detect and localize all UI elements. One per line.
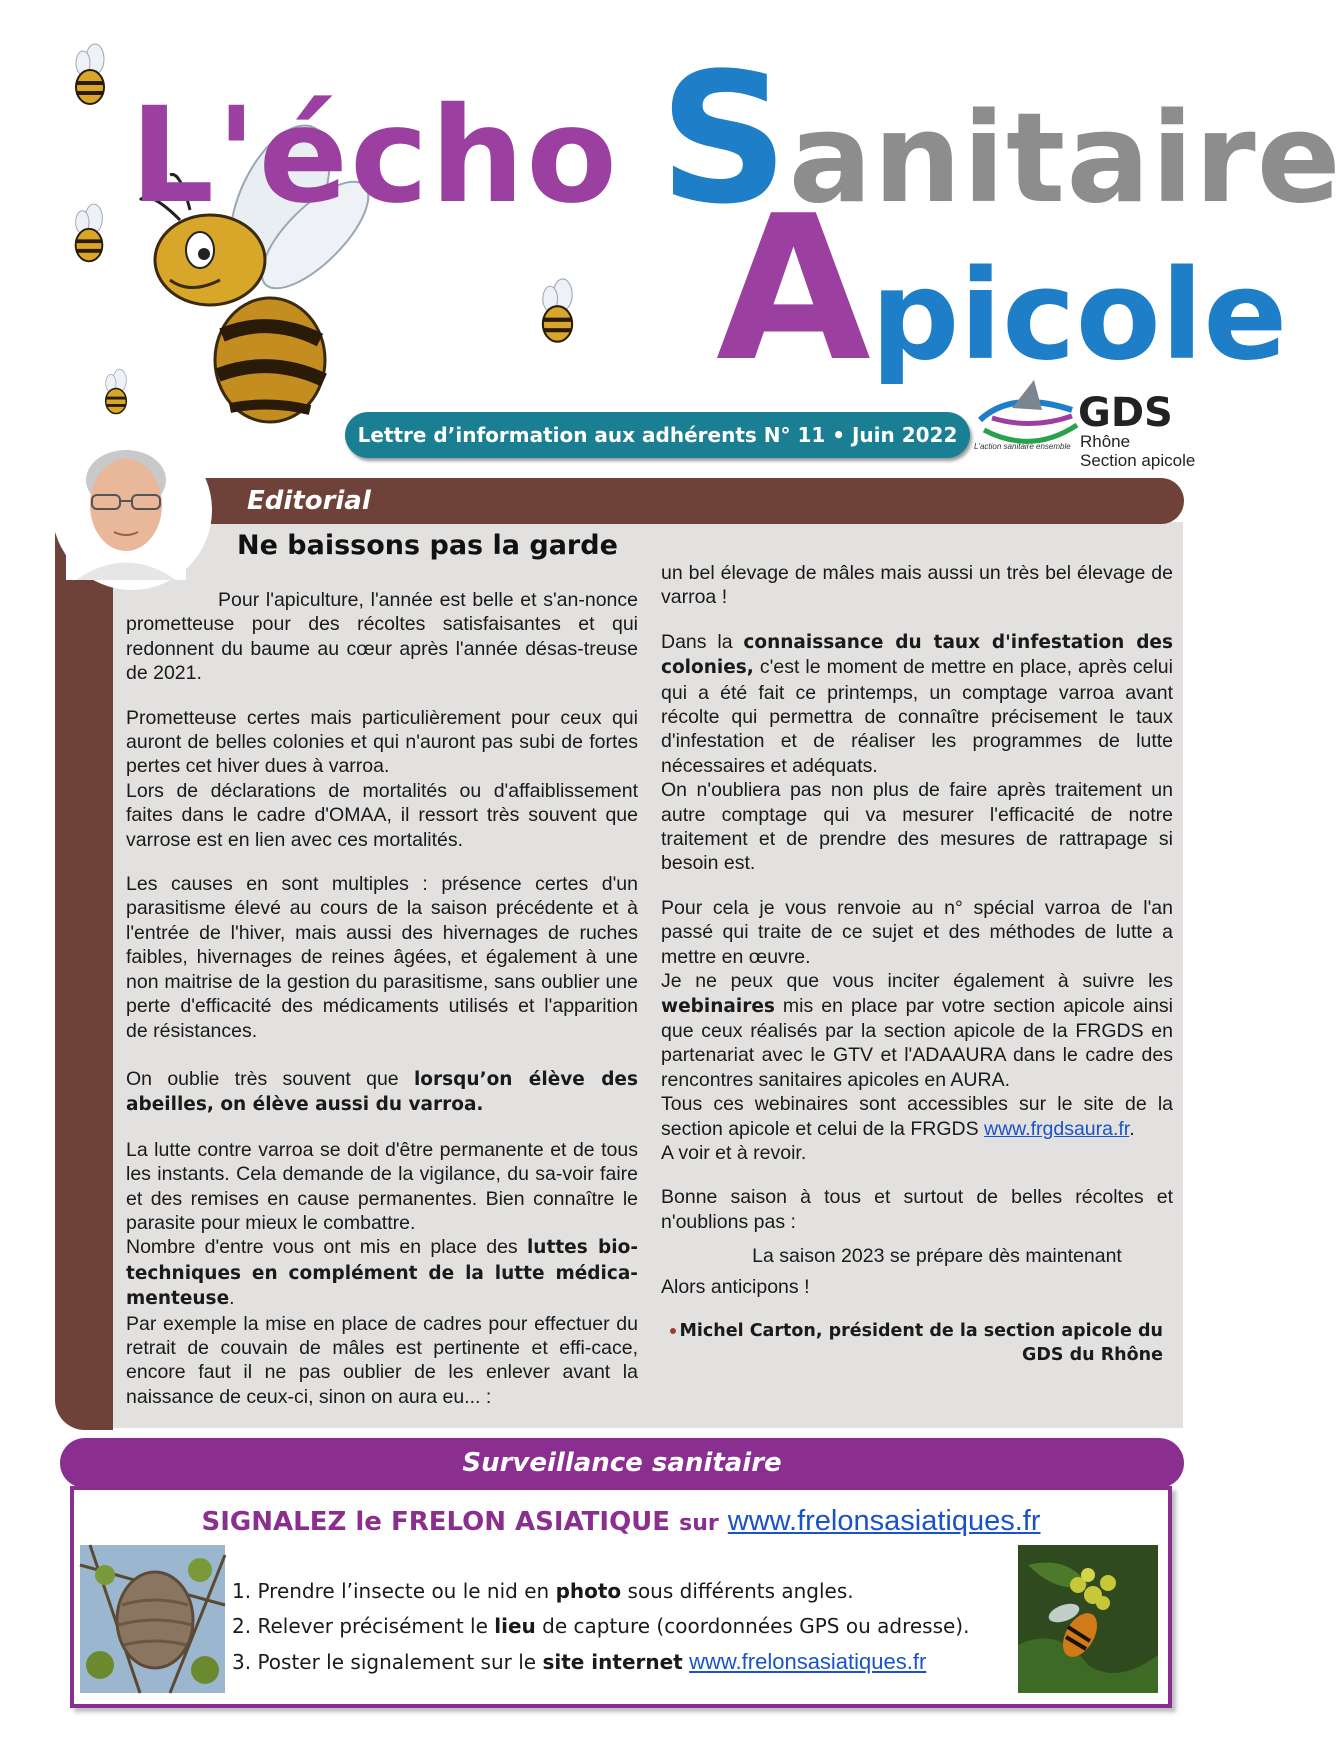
hornet-nest-photo	[80, 1545, 225, 1693]
asian-hornet-photo	[1018, 1545, 1158, 1693]
title-echo: L'écho	[130, 79, 619, 233]
title-anitaire: anitaire	[788, 87, 1342, 231]
paragraph: Je ne peux que vous inciter également à suivre les webinaires mis en place par votre section apicole ainsi que ceux réalisés par la section apicole de la FRGDS en partenariat avec le GTV et l'ADAAURA dans le cadre des rencontres sanitaires apicoles en AURA.	[661, 970, 1173, 1091]
bee-small-icon	[95, 370, 137, 418]
editorial-column-left	[126, 588, 638, 1409]
frelons-link[interactable]: www.frelonsasiatiques.fr	[727, 1505, 1041, 1537]
frelons-link-step[interactable]: www.frelonsasiatiques.fr	[689, 1649, 927, 1674]
paragraph: Lors de déclarations de mortalités ou d'affaiblissement faites dans le cadre d'OMAA, il ressort très souvent que varrose est en lien avec ces mortalités.	[126, 779, 638, 851]
surveillance-label: Surveillance sanitaire	[462, 1448, 782, 1478]
frgdsaura-link[interactable]: www.frgdsaura.fr	[984, 1117, 1130, 1140]
gds-logo-tagline: L'action sanitaire ensemble	[974, 442, 1071, 451]
editorial-label: Editorial	[247, 486, 371, 516]
list-item: 2. Relever précisément le lieu de capture (coordonnées GPS ou adresse).	[232, 1614, 970, 1638]
paragraph: La saison 2023 se prépare dès maintenant	[752, 1245, 1122, 1268]
masthead	[0, 0, 1342, 470]
list-item: 1. Prendre l’insecte ou le nid en photo sous différents angles.	[232, 1579, 854, 1603]
title-A: A	[716, 173, 871, 406]
paragraph: Par exemple la mise en place de cadres pour effectuer du retrait de couvain de mâles est pertinente et effi-cace, encore faut il ne pas oublier de les enlever avant la naissance de ceux-ci, sinon on aura eu... :	[126, 1312, 638, 1408]
masthead-title-line2	[716, 173, 1288, 406]
editorial-left-band	[55, 505, 113, 1430]
paragraph: Pour cela je vous renvoie au n° spécial varroa de l'an passé qui traite de ce sujet et des méthodes de lutte a mettre en œuvre.	[661, 896, 1173, 968]
paragraph: Alors anticipons !	[661, 1275, 810, 1298]
paragraph: Bonne saison à tous et surtout de belles récoltes et n'oublions pas :	[661, 1186, 1173, 1233]
paragraph: On n'oubliera pas non plus de faire après traitement un autre comptage qui va mesurer l'efficacité de notre traitement et de prendre des mesures de rattrapage si besoin est.	[661, 779, 1173, 875]
paragraph: On oublie très souvent que lorsqu’on élève des abeilles, on élève aussi du varroa.	[126, 1067, 638, 1116]
gds-logo-text: GDS	[1078, 390, 1173, 436]
editorial-headline: Ne baissons pas la garde	[237, 530, 618, 561]
paragraph: A voir et à revoir.	[661, 1141, 807, 1164]
author-portrait	[66, 440, 186, 580]
signature-line1: Michel Carton, président de la section apicole du	[661, 1319, 1173, 1343]
paragraph: un bel élevage de mâles mais aussi un très bel élevage de varroa !	[661, 562, 1173, 609]
editorial-column-right	[661, 561, 1173, 1367]
paragraph: Dans la connaissance du taux d'infestation des colonies, c'est le moment de mettre en place, après celui qui a été fait ce printemps, un comptage varroa avant récolte qui permettra de connaître précisement le taux d'infestation et de réaliser les programmes de lutte nécessaires et adéquats.	[661, 630, 1173, 777]
paragraph: Prometteuse certes mais particulièrement pour ceux qui auront de belles colonies et qui n'auront pas subi de fortes pertes cet hiver dues à varroa.	[126, 706, 638, 778]
paragraph: Nombre d'entre vous ont mis en place des luttes bio-techniques en complément de la lutte médica-menteuse.	[126, 1236, 638, 1310]
bee-small-icon	[530, 280, 585, 348]
paragraph: Les causes en sont multiples : présence certes d'un parasitisme élevé au cours de la saison précédente et à l'entrée de l'hiver, mais aussi des hivernages de ruches faibles, hivernages de reines âgées, et également à une non maitrise de la gestion du parasitisme, sans oublier une perte d'efficacité des médicaments utilisés et l'apparition de résistances.	[126, 873, 638, 1042]
issue-banner: Lettre d’information aux adhérents N° 11 • Juin 2022	[345, 412, 970, 458]
signature-line2: GDS du Rhône	[1022, 1344, 1163, 1365]
gds-logo-sub2: Section apicole	[1080, 451, 1196, 470]
paragraph: Tous ces webinaires sont accessibles sur le site de la section apicole et celui de la FRGDS www.frgdsaura.fr.	[661, 1093, 1173, 1140]
bee-small-icon	[65, 205, 113, 267]
hornet-steps-list	[232, 1574, 1012, 1680]
bee-small-icon	[65, 45, 115, 110]
paragraph: La lutte contre varroa se doit d'être permanente et de tous les instants. Cela demande de la vigilance, du sa-voir faire et des remises en cause permanentes. Bien connaître le parasite pour mieux le combattre.	[126, 1138, 638, 1234]
gds-logo-sub1: Rhône	[1080, 432, 1131, 451]
title-S: S	[658, 35, 789, 244]
list-item: 3. Poster le signalement sur le site internet www.frelonsasiatiques.fr	[232, 1649, 927, 1674]
hornet-alert-title: SIGNALEZ le FRELON ASIATIQUE sur www.frelonsasiatiques.fr	[201, 1505, 1041, 1537]
title-picole: picole	[870, 244, 1288, 388]
paragraph: Pour l'apiculture, l'année est belle et s'an-nonce prometteuse pour des récoltes satisfaisantes et qui redonnent du baume au cœur après l'année désas-treuse de 2021.	[126, 589, 638, 685]
